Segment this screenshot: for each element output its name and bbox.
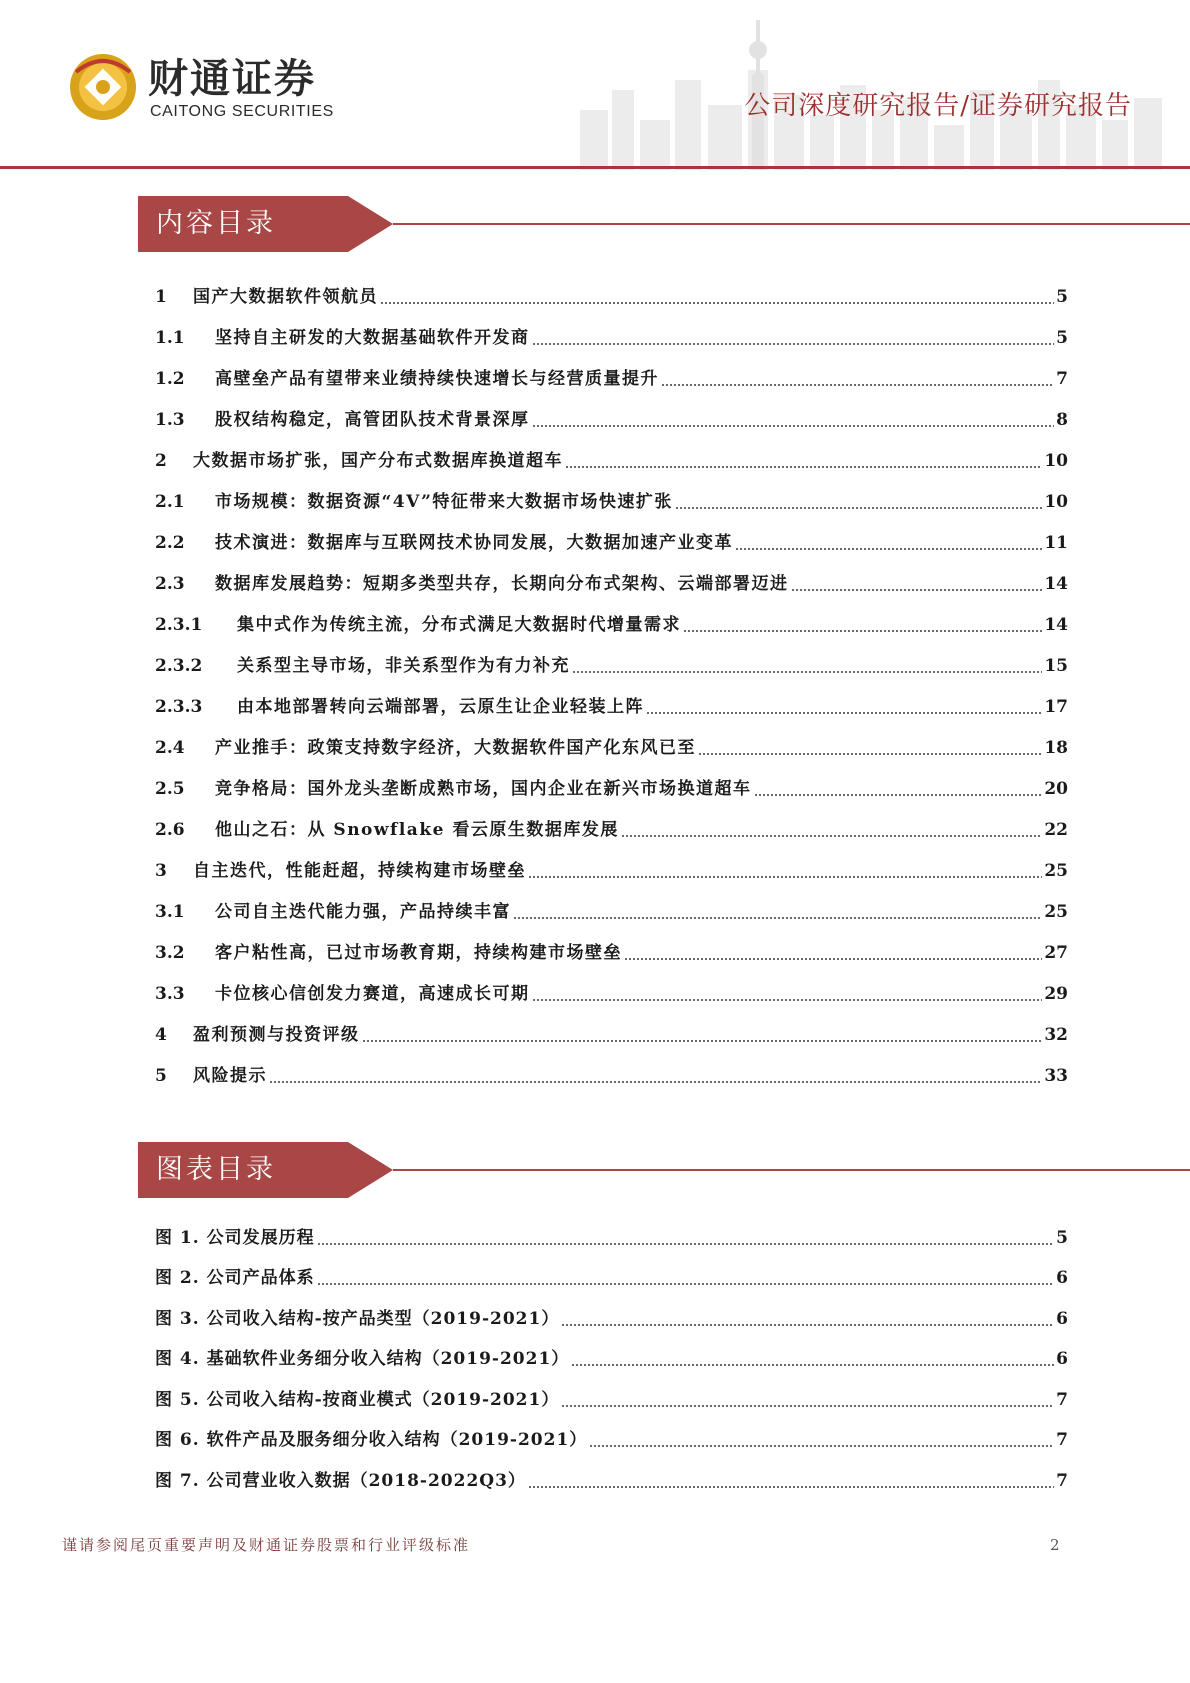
toc-entry-page: 25 — [1044, 902, 1068, 922]
toc-entry-number: 1 — [155, 287, 167, 307]
toc-heading: 内容目录 — [156, 208, 276, 239]
brand-name-cn: 财通证券 — [148, 56, 316, 102]
figure-entry-title: 图 5. 公司收入结构-按商业模式（2019-2021） — [155, 1389, 560, 1410]
toc-entry-page: 29 — [1044, 984, 1068, 1004]
toc-entry[interactable] — [155, 439, 1068, 480]
figure-entry-page: 7 — [1056, 1389, 1068, 1410]
dot-leader — [532, 999, 1043, 1001]
toc-entry-page: 10 — [1044, 451, 1068, 471]
figure-entry-title: 图 6. 软件产品及服务细分收入结构（2019-2021） — [155, 1430, 588, 1450]
toc-entry-title: 高壁垒产品有望带来业绩持续快速增长与经营质量提升 — [215, 369, 659, 389]
page-header — [0, 0, 1190, 172]
dot-leader — [532, 425, 1055, 427]
toc-entry-title: 市场规模：数据资源“4V”特征带来大数据市场快速扩张 — [215, 492, 673, 512]
figure-entry-page: 6 — [1056, 1349, 1068, 1369]
toc-entry[interactable] — [155, 972, 1068, 1013]
toc-entry-title: 风险提示 — [193, 1066, 267, 1086]
figure-entry-title: 图 4. 基础软件业务细分收入结构（2019-2021） — [155, 1349, 570, 1369]
toc-entry-page: 5 — [1056, 328, 1068, 348]
toc-entry-page: 22 — [1044, 820, 1068, 840]
dot-leader — [528, 1486, 1054, 1488]
toc-entry-number: 3 — [155, 861, 167, 881]
brand-name-en: CAITONG SECURITIES — [150, 103, 334, 120]
dot-leader — [380, 302, 1054, 304]
toc-entry-number: 4 — [155, 1025, 167, 1045]
toc-entry-page: 17 — [1044, 697, 1068, 717]
toc-entry-page: 5 — [1056, 287, 1068, 307]
header-divider — [0, 166, 1190, 169]
toc-entry-title: 股权结构稳定，高管团队技术背景深厚 — [215, 410, 530, 430]
toc-entry-number: 2.3 — [155, 574, 185, 594]
dot-leader — [561, 1405, 1054, 1407]
toc-entry-title: 大数据市场扩张，国产分布式数据库换道超车 — [193, 451, 563, 471]
toc-entry-title: 产业推手：政策支持数字经济，大数据软件国产化东风已至 — [215, 738, 696, 758]
dot-leader — [317, 1243, 1055, 1245]
toc-entry-title: 竞争格局：国外龙头垄断成熟市场，国内企业在新兴市场换道超车 — [215, 779, 752, 799]
dot-leader — [362, 1040, 1043, 1042]
dot-leader — [698, 753, 1042, 755]
toc-entry-number: 2.2 — [155, 533, 185, 553]
dot-leader — [572, 671, 1042, 673]
figure-list-heading: 图表目录 — [156, 1154, 276, 1185]
toc-entry-page: 14 — [1044, 615, 1068, 635]
figure-entry[interactable] — [155, 1297, 1068, 1338]
dot-leader — [269, 1081, 1042, 1083]
dot-leader — [621, 835, 1043, 837]
figure-entry[interactable] — [155, 1257, 1068, 1298]
toc-entry-page: 20 — [1044, 779, 1068, 799]
figure-entry-title: 图 1. 公司发展历程 — [155, 1227, 315, 1248]
figure-list-banner — [138, 1142, 1078, 1198]
toc-entry-number: 3.2 — [155, 943, 185, 963]
toc-entry-page: 32 — [1044, 1025, 1068, 1045]
figure-entry-page: 7 — [1056, 1430, 1068, 1450]
disclaimer-note: 谨请参阅尾页重要声明及财通证券股票和行业评级标准 — [62, 1536, 471, 1554]
figure-banner-rule — [393, 1169, 1190, 1171]
toc-entry-page: 25 — [1044, 861, 1068, 881]
toc-entry-title: 公司自主迭代能力强，产品持续丰富 — [215, 902, 511, 922]
toc-entry-title: 技术演进：数据库与互联网技术协同发展，大数据加速产业变革 — [215, 533, 733, 553]
dot-leader — [754, 794, 1043, 796]
report-type: 公司深度研究报告/证券研究报告 — [744, 91, 1132, 121]
dot-leader — [317, 1283, 1055, 1285]
toc-entry-number: 2.5 — [155, 779, 185, 799]
figure-entry[interactable] — [155, 1378, 1068, 1419]
toc-entry-title: 国产大数据软件领航员 — [193, 287, 378, 307]
toc-entry-number: 1.3 — [155, 410, 185, 430]
toc-entry[interactable] — [155, 1013, 1068, 1054]
toc-entry-title: 盈利预测与投资评级 — [193, 1025, 360, 1045]
dot-leader — [624, 958, 1042, 960]
toc-entry-page: 7 — [1056, 369, 1068, 389]
toc-entry[interactable] — [155, 398, 1068, 439]
dot-leader — [571, 1364, 1054, 1366]
toc-entry-title: 卡位核心信创发力赛道，高速成长可期 — [215, 984, 530, 1004]
toc-entry[interactable] — [155, 480, 1068, 521]
toc-entry-title: 集中式作为传统主流，分布式满足大数据时代增量需求 — [237, 615, 681, 635]
toc-entry-number: 5 — [155, 1066, 167, 1086]
toc-entry[interactable] — [155, 357, 1068, 398]
toc-banner — [138, 196, 1078, 252]
toc-entry[interactable] — [155, 562, 1068, 603]
toc-entry-number: 2 — [155, 451, 167, 471]
toc-entry-page: 11 — [1044, 533, 1068, 553]
dot-leader — [675, 507, 1042, 509]
dot-leader — [683, 630, 1042, 632]
toc-entry-number: 3.1 — [155, 902, 185, 922]
toc-entry-title: 关系型主导市场，非关系型作为有力补充 — [237, 656, 570, 676]
dot-leader — [513, 917, 1042, 919]
toc-entry-number: 3.3 — [155, 984, 185, 1004]
toc-entry-page: 18 — [1044, 738, 1068, 758]
toc-entry-title: 坚持自主研发的大数据基础软件开发商 — [215, 328, 530, 348]
dot-leader — [661, 384, 1054, 386]
figure-entry-page: 7 — [1056, 1470, 1068, 1491]
page-number: 2 — [1050, 1536, 1060, 1554]
dot-leader — [532, 343, 1055, 345]
toc-entry-page: 8 — [1056, 410, 1068, 430]
toc-entry-number: 2.1 — [155, 492, 185, 512]
toc-entry-title: 自主迭代，性能赶超，持续构建市场壁垒 — [193, 861, 526, 881]
toc-list — [155, 275, 1068, 1095]
dot-leader — [735, 548, 1042, 550]
toc-entry[interactable] — [155, 767, 1068, 808]
dot-leader — [565, 466, 1042, 468]
toc-entry-page: 15 — [1044, 656, 1068, 676]
toc-entry-number: 2.3.1 — [155, 615, 203, 635]
caitong-logo-icon — [68, 52, 138, 122]
toc-entry[interactable] — [155, 603, 1068, 644]
toc-entry-title: 他山之石：从 Snowflake 看云原生数据库发展 — [215, 820, 619, 840]
toc-entry[interactable] — [155, 685, 1068, 726]
toc-entry-number: 1.1 — [155, 328, 185, 348]
toc-entry-title: 由本地部署转向云端部署，云原生让企业轻装上阵 — [237, 697, 644, 717]
dot-leader — [561, 1324, 1054, 1326]
toc-entry[interactable] — [155, 316, 1068, 357]
toc-entry-number: 2.3.2 — [155, 656, 203, 676]
figure-entry[interactable] — [155, 1338, 1068, 1379]
toc-entry[interactable] — [155, 726, 1068, 767]
toc-entry[interactable] — [155, 890, 1068, 931]
toc-banner-rule — [393, 223, 1190, 225]
figure-entry-page: 5 — [1056, 1227, 1068, 1248]
figure-entry-page: 6 — [1056, 1308, 1068, 1329]
dot-leader — [791, 589, 1043, 591]
dot-leader — [646, 712, 1042, 714]
figure-list — [155, 1216, 1068, 1500]
toc-entry-title: 数据库发展趋势：短期多类型共存，长期向分布式架构、云端部署迈进 — [215, 574, 789, 594]
figure-entry[interactable] — [155, 1419, 1068, 1460]
toc-entry-number: 2.4 — [155, 738, 185, 758]
toc-entry-page: 27 — [1044, 943, 1068, 963]
dot-leader — [528, 876, 1042, 878]
figure-entry-title: 图 2. 公司产品体系 — [155, 1268, 315, 1288]
toc-entry[interactable] — [155, 849, 1068, 890]
toc-entry-number: 2.6 — [155, 820, 185, 840]
toc-entry[interactable] — [155, 1054, 1068, 1095]
toc-entry[interactable] — [155, 521, 1068, 562]
dot-leader — [589, 1445, 1054, 1447]
figure-entry[interactable] — [155, 1216, 1068, 1257]
figure-entry-title: 图 7. 公司营业收入数据（2018-2022Q3） — [155, 1470, 526, 1491]
figure-entry[interactable] — [155, 1459, 1068, 1500]
toc-entry-page: 33 — [1044, 1066, 1068, 1086]
toc-entry-page: 14 — [1044, 574, 1068, 594]
toc-entry[interactable] — [155, 275, 1068, 316]
figure-entry-title: 图 3. 公司收入结构-按产品类型（2019-2021） — [155, 1308, 560, 1329]
toc-entry[interactable] — [155, 931, 1068, 972]
figure-entry-page: 6 — [1056, 1268, 1068, 1288]
toc-entry[interactable] — [155, 808, 1068, 849]
toc-entry-number: 1.2 — [155, 369, 185, 389]
toc-entry-number: 2.3.3 — [155, 697, 203, 717]
toc-entry[interactable] — [155, 644, 1068, 685]
toc-entry-title: 客户粘性高，已过市场教育期，持续构建市场壁垒 — [215, 943, 622, 963]
toc-entry-page: 10 — [1044, 492, 1068, 512]
